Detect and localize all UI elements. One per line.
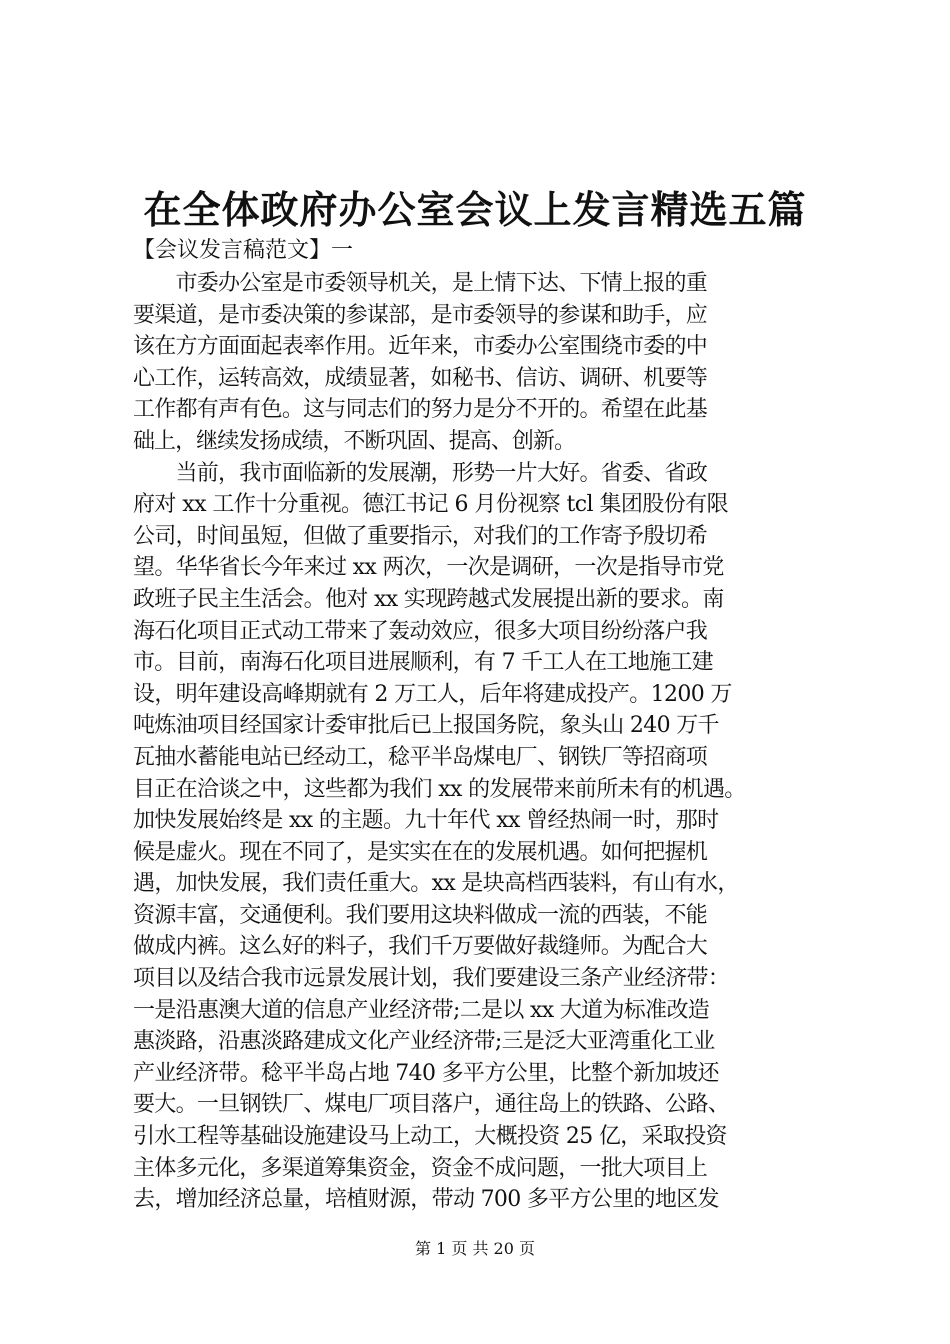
body-line: 府对 xx 工作十分重视。德江书记 6 月份视察 tcl 集团股份有限 [133,492,729,518]
body-line: 一是沿惠澳大道的信息产业经济带;二是以 xx 大道为标准改造 [133,997,710,1023]
body-line: 瓦抽水蓄能电站已经动工，稔平半岛煤电厂、钢铁厂等招商项 [133,744,708,770]
document-title: 在全体政府办公室会议上发言精选五篇 [143,187,807,232]
body-line: 工作都有声有色。这与同志们的努力是分不开的。希望在此基 [133,397,708,423]
body-line: 做成内裤。这么好的料子，我们千万要做好裁缝师。为配合大 [133,934,708,960]
body-line: 该在方方面面起表率作用。近年来，市委办公室围绕市委的中 [133,334,708,360]
body-line: 政班子民主生活会。他对 xx 实现跨越式发展提出新的要求。南 [133,586,724,612]
section-heading: 【会议发言稿范文】一 [133,238,354,263]
body-line: 市。目前，南海石化项目进展顺利，有 7 千工人在工地施工建 [133,650,713,676]
body-line: 引水工程等基础设施建设马上动工，大概投资 25 亿，采取投资 [133,1124,727,1150]
body-line: 惠淡路，沿惠淡路建成文化产业经济带;三是泛大亚湾重化工业 [133,1029,715,1055]
body-line: 资源丰富，交通便利。我们要用这块料做成一流的西装，不能 [133,902,708,928]
body-line: 础上，继续发扬成绩，不断巩固、提高、创新。 [133,428,576,454]
body-line: 去，增加经济总量，培植财源，带动 700 多平方公里的地区发 [133,1187,719,1213]
body-line: 遇，加快发展，我们责任重大。xx 是块高档西装料，有山有水， [133,871,739,897]
body-line: 加快发展始终是 xx 的主题。九十年代 xx 曾经热闹一时，那时 [133,808,719,834]
body-line: 设，明年建设高峰期就有 2 万工人，后年将建成投产。1200 万 [133,681,732,707]
body-line: 公司，时间虽短，但做了重要指示，对我们的工作寄予殷切希 [133,523,708,549]
body-line: 要渠道，是市委决策的参谋部，是市委领导的参谋和助手，应 [133,302,708,328]
body-line: 产业经济带。稔平半岛占地 740 多平方公里，比整个新加坡还 [133,1060,719,1086]
document-body [133,268,853,1216]
body-line: 海石化项目正式动工带来了轰动效应，很多大项目纷纷落户我 [133,618,708,644]
body-line: 心工作，运转高效，成绩显著，如秘书、信访、调研、机要等 [133,365,708,391]
body-line: 当前，我市面临新的发展潮，形势一片大好。省委、省政 [133,460,708,486]
body-line: 主体多元化，多渠道筹集资金，资金不成问题，一批大项目上 [133,1155,708,1181]
body-line: 项目以及结合我市远景发展计划，我们要建设三条产业经济带： [133,966,730,992]
body-line: 候是虚火。现在不同了，是实实在在的发展机遇。如何把握机 [133,839,708,865]
body-line: 要大。一旦钢铁厂、煤电厂项目落户，通往岛上的铁路、公路、 [133,1092,730,1118]
body-line: 望。华华省长今年来过 xx 两次，一次是调研，一次是指导市党 [133,555,724,581]
body-line: 市委办公室是市委领导机关，是上情下达、下情上报的重 [133,271,708,296]
body-line: 吨炼油项目经国家计委审批后已上报国务院，象头山 240 万千 [133,713,719,739]
body-line: 目正在洽谈之中，这些都为我们 xx 的发展带来前所未有的机遇。 [133,776,746,802]
page-footer: 第 1 页 共 20 页 [415,1239,535,1258]
